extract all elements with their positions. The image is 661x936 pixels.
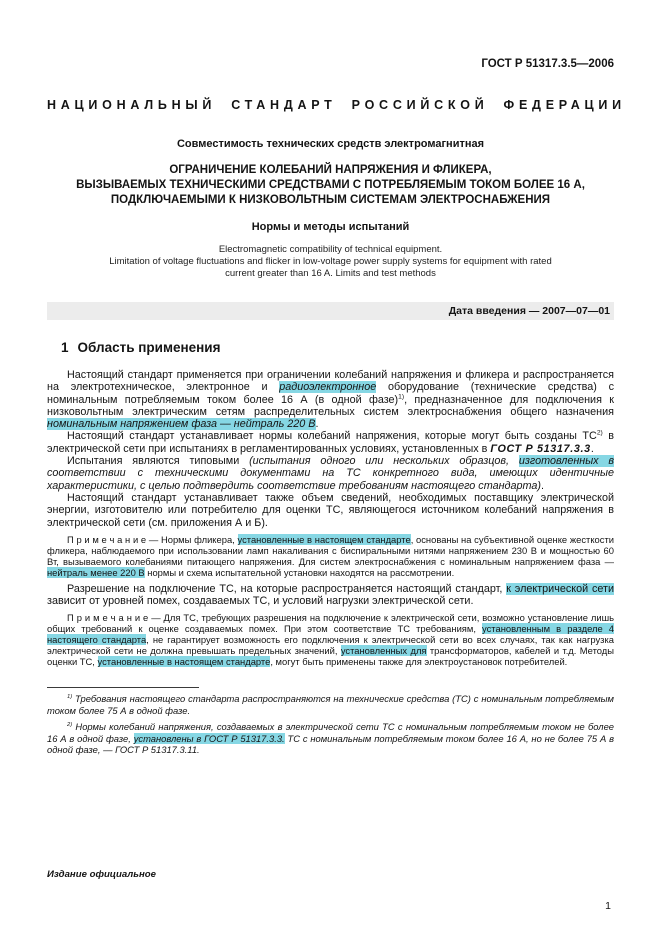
- text-run: Испытания являются типовыми: [67, 455, 250, 468]
- text-line: Electromagnetic compatibility of technical equipment.: [218, 244, 443, 255]
- text-run: , могут быть применены также для электроустановок потребителей.: [270, 656, 568, 668]
- text-run: 2): [67, 722, 73, 729]
- text-run: , не гарантирует возможность его подключения к электрической сети во всех случаях, так как нагрузка электрической сети не должна превышать предельных значений,: [47, 634, 614, 657]
- text-run: .: [540, 479, 544, 492]
- text-run: Нормы колебаний напряжения, создаваемых в электрической сети ТС с номинальным потребляемым током не более 16 А в одной фазе,: [47, 721, 614, 744]
- page-number: 1: [605, 900, 611, 912]
- highlighted-text: установленные в настоящем стандарте: [237, 533, 411, 545]
- text-line: ВЫЗЫВАЕМЫХ ТЕХНИЧЕСКИМИ СРЕДСТВАМИ С ПОТРЕБЛЯЕМЫМ ТОКОМ БОЛЕЕ 16 А,: [76, 179, 585, 191]
- highlighted-text: радиоэлектронное: [279, 381, 377, 394]
- text-run: (испытания одного или нескольких образцов,: [249, 455, 519, 468]
- section-number: 1: [61, 340, 69, 355]
- text-line: ПОДКЛЮЧАЕМЫМИ К НИЗКОВОЛЬТНЫМ СИСТЕМАМ ЭЛЕКТРОСНАБЖЕНИЯ: [110, 194, 551, 206]
- text-run: Настоящий стандарт устанавливает также объем сведений, необходимых поставщику электрической энергии, изготовителю или потребителю для оценки ТС, являющегося источником колебаний напряжения в электрической сети (см. приложения А и Б).: [47, 491, 614, 529]
- text-run: .: [315, 418, 319, 431]
- document-subtitle: Нормы и методы испытаний: [251, 221, 410, 233]
- text-run: оборудование (технические средства) с номинальным потребляемым током более 16 А (в одной фазе): [47, 381, 614, 406]
- text-line: ОГРАНИЧЕНИЕ КОЛЕБАНИЙ НАПРЯЖЕНИЯ И ФЛИКЕРА,: [169, 164, 492, 176]
- text-run: нормы и схема испытательной установки находятся на рассмотрении.: [144, 566, 455, 578]
- text-run: .: [590, 442, 594, 455]
- highlighted-text: номинальным напряжением фаза — нейтраль 220 В: [47, 418, 316, 431]
- paragraph-scope-1: [47, 369, 614, 430]
- footnote-2: [47, 721, 614, 755]
- section-heading: [61, 340, 614, 355]
- text-run: ГОСТ Р 51317.3.3: [490, 442, 591, 455]
- text-run: 1): [67, 694, 73, 701]
- highlighted-text: установлены в ГОСТ Р 51317.3.3.: [133, 732, 285, 744]
- standard-code: ГОСТ Р 51317.3.5—2006: [481, 58, 614, 70]
- highlighted-text: установленным в разделе 4 настоящего стандарта: [47, 623, 615, 646]
- text-run: 2): [596, 429, 603, 437]
- text-run: , предназначенное для подключения к низковольтным электрическим сетям распределительных систем электроснабжения общего назначения: [47, 393, 614, 418]
- text-line: current greater than 16 A. Limits and test methods: [225, 268, 436, 279]
- paragraph-scope-2: [47, 430, 614, 455]
- text-run: трансформаторов, кабелей и т.д. Методы оценки ТС,: [47, 645, 614, 668]
- text-run: ТС с номинальным потребляемым током более 16 А, но не более 75 А в одной фазе, — ГОСТ Р 51317.3.11.: [47, 732, 614, 756]
- footnote-1: [47, 693, 614, 716]
- text-run: Разрешение на подключение ТС, на которые распространяется настоящий стандарт,: [67, 582, 507, 595]
- text-run: соответствии с техническими документами на ТС конкретного вида, имеющих идентичные характеристики, с целью подтвердить соответствие требованиям настоящего стандарта): [47, 467, 614, 492]
- document-title: [47, 163, 614, 208]
- footnote-separator: [47, 687, 199, 688]
- paragraph-scope-4: [47, 492, 614, 529]
- highlighted-text: нейтраль менее 220 В: [47, 566, 145, 578]
- effective-date: Дата введения — 2007—07—01: [47, 302, 614, 320]
- text-run: 1): [398, 393, 405, 400]
- text-run: Настоящий стандарт применяется при ограничении колебаний напряжения и фликера и распространяется на электротехническое, электронное и: [47, 369, 614, 394]
- text-run: П р и м е ч а н и е — Для ТС, требующих разрешения на подключение к электрической сети, возможно установление лишь общих требований к оценке создаваемых помех. При этом соответствие ТС требованиям,: [47, 612, 614, 635]
- edition-note: Издание официальное: [47, 869, 156, 880]
- highlighted-text: установленные в настоящем стандарте: [97, 656, 271, 668]
- subject-line: Совместимость технических средств электромагнитная: [176, 138, 485, 150]
- highlighted-text: к электрической сети: [506, 582, 614, 595]
- section-title: Область применения: [77, 340, 221, 355]
- paragraph-scope-5: [47, 583, 614, 608]
- text-run: П р и м е ч а н и е — Нормы фликера,: [67, 533, 238, 545]
- text-run: , основаны на субъективной оценке жесткости фликера, наблюдаемого при использовании ламп накаливания с биспиральными нитями напряжением 230 В и мощностью 60 Вт, вызываемого колебаниями питающего напряжения. Для систем электроснабжения с номинальным напряжением фаза —: [47, 533, 614, 567]
- text-run: зависит от уровней помех, создаваемых ТС, и условий нагрузки электрической сети.: [47, 595, 474, 608]
- paragraph-scope-3: [47, 455, 614, 492]
- text-line: Limitation of voltage fluctuations and flicker in low-voltage power supply systems for equipment with rated: [109, 256, 552, 267]
- text-run: Настоящий стандарт устанавливает нормы колебаний напряжения, которые могут быть созданы ТС: [67, 430, 597, 443]
- note-2: [47, 612, 614, 667]
- highlighted-text: изготовленных в: [518, 455, 615, 468]
- national-standard-heading: НАЦИОНАЛЬНЫЙ СТАНДАРТ РОССИЙСКОЙ ФЕДЕРАЦИИ: [47, 98, 626, 112]
- note-1: [47, 534, 614, 578]
- text-run: в электрической сети при испытаниях в регламентированных условиях, установленных в: [47, 430, 614, 455]
- highlighted-text: установленных для: [340, 645, 427, 657]
- text-run: Требования настоящего стандарта распространяются на технические средства (ТС) с номинальным потребляемым током более 75 А в одной фазе.: [47, 693, 614, 716]
- english-title: [47, 244, 614, 280]
